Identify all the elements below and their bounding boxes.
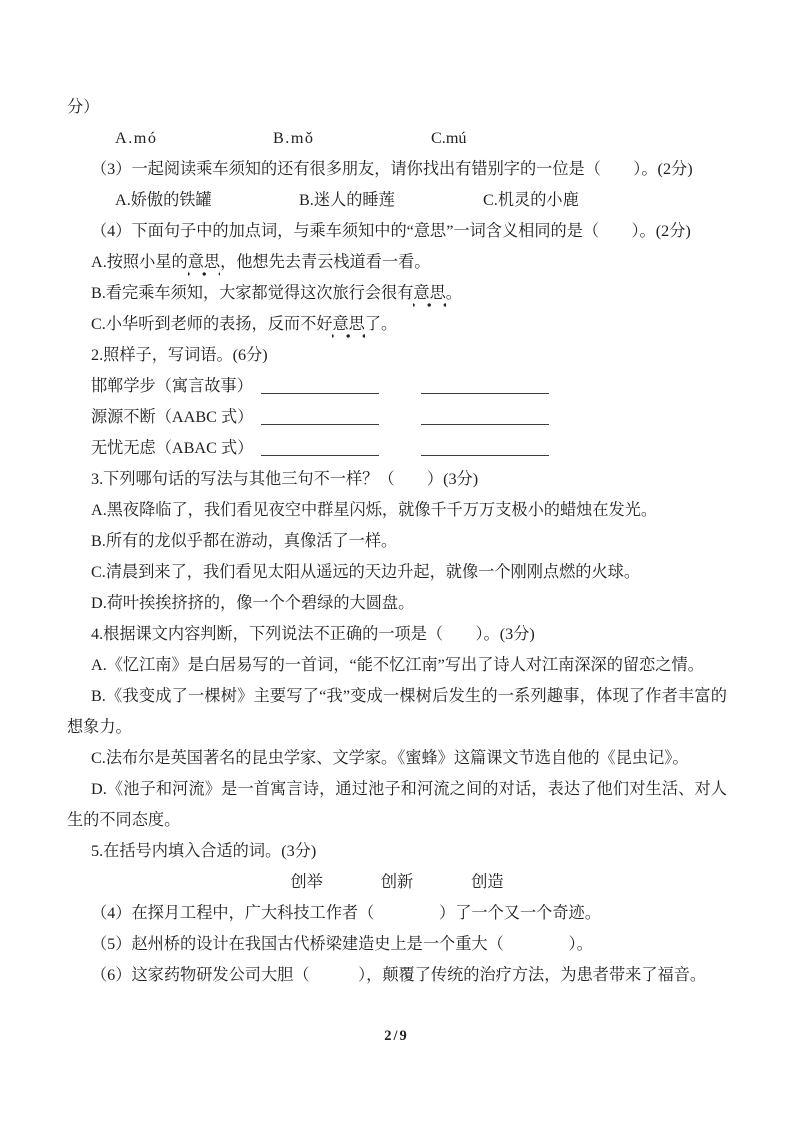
answer-blank	[421, 441, 549, 456]
q5-word-bank	[67, 867, 727, 898]
q5-stem: 5.在括号内填入合适的词。(3分)	[91, 842, 317, 860]
q5-item-5: （5）赵州桥的设计在我国古代桥梁建造史上是一个重大（ ）。	[91, 935, 593, 953]
q3-option-d: D.荷叶挨挨挤挤的，像一个个碧绿的大圆盘。	[91, 594, 415, 612]
option-text: 了。	[364, 315, 398, 333]
emphasized-word: 意思	[188, 253, 220, 276]
option-text: 。	[445, 284, 462, 302]
q1-4-option-b	[67, 278, 727, 309]
q1-3-stem: （3）一起阅读乘车须知的还有很多朋友，请你找出有错别字的一位是（ ）。(2分)	[91, 160, 693, 178]
q1-4-option-a	[67, 247, 727, 278]
answer-blank	[421, 410, 549, 425]
word-bank-item: 创举	[290, 873, 323, 891]
answer-blank	[261, 379, 379, 394]
pattern-label: 无忧无虑（ABAC 式）	[91, 439, 254, 457]
q4-option-a: A.《忆江南》是白居易写的一首词，“能不忆江南”写出了诗人对江南深深的留恋之情。	[91, 656, 704, 674]
word-bank-item: 创新	[380, 873, 414, 891]
q2-row-1	[67, 371, 727, 402]
q4-option-d: D.《池子和河流》是一首寓言诗，通过池子和河流之间的对话，表达了他们对生活、对人生的不同态度。	[67, 780, 727, 829]
q1-4-option-c	[67, 309, 727, 340]
q4-option-b: B.《我变成了一棵树》主要写了“我”变成一棵树后发生的一系列趣事，体现了作者丰富的想象力。	[67, 687, 727, 736]
option-text: ，他想先去青云栈道看一看。	[220, 253, 431, 271]
q3-stem: 3.下列哪句话的写法与其他三句不一样？（ ）(3分)	[91, 470, 479, 488]
q2-row-3	[67, 433, 727, 464]
answer-blank	[421, 379, 549, 394]
q1-3-option-b: B.迷人的睡莲	[299, 191, 395, 209]
option-text: B.看完乘车须知，大家都觉得这次旅行会很有	[91, 284, 414, 302]
q3-option-c: C.清晨到来了，我们看见太阳从遥远的天边升起，就像一个刚刚点燃的火球。	[91, 563, 641, 581]
emphasized-word: 意思	[332, 315, 364, 338]
pattern-label: 源源不断（AABC 式）	[91, 408, 254, 426]
page-number: 2/9	[384, 1028, 409, 1044]
answer-blank	[261, 410, 379, 425]
q1-3-option-row	[67, 185, 727, 216]
q4-option-c: C.法布尔是英国著名的昆虫学家、文学家。《蜜蜂》这篇课文节选自他的《昆虫记》。	[91, 749, 689, 767]
q4-stem: 4.根据课文内容判断，下列说法不正确的一项是（ ）。(3分)	[91, 625, 535, 643]
pinyin-option-b: B.mǒ	[273, 129, 315, 147]
carryover-text: 分）	[67, 98, 100, 116]
word-bank-item: 创造	[471, 873, 504, 891]
q1-3-option-c: C.机灵的小鹿	[483, 191, 579, 209]
pinyin-option-a: A.mó	[115, 129, 158, 147]
q3-option-a: A.黑夜降临了，我们看见夜空中群星闪烁，就像千千万万支极小的蜡烛在发光。	[91, 501, 658, 519]
option-text: A.按照小星的	[91, 253, 188, 271]
pinyin-option-row	[67, 123, 727, 154]
q2-row-2	[67, 402, 727, 433]
q3-option-b: B.所有的龙似乎都在游动，真像活了一样。	[91, 532, 398, 550]
pinyin-option-c: C.mú	[431, 129, 467, 147]
q5-item-6: （6）这家药物研发公司大胆（ ），颠覆了传统的治疗方法，为患者带来了福音。	[91, 966, 707, 984]
q2-stem: 2.照样子，写词语。(6分)	[91, 346, 268, 364]
option-text: C.小华听到老师的表扬，反而不好	[91, 315, 333, 333]
q1-3-option-a: A.娇傲的铁罐	[115, 191, 212, 209]
emphasized-word: 意思	[413, 284, 445, 307]
answer-blank	[261, 441, 379, 456]
q1-4-stem: （4）下面句子中的加点词，与乘车须知中的“意思”一词含义相同的是（ ）。(2分)	[91, 222, 691, 240]
pattern-label: 邯郸学步（寓言故事）	[91, 377, 253, 395]
q5-item-4: （4）在探月工程中，广大科技工作者（ ）了一个又一个奇迹。	[91, 904, 601, 922]
